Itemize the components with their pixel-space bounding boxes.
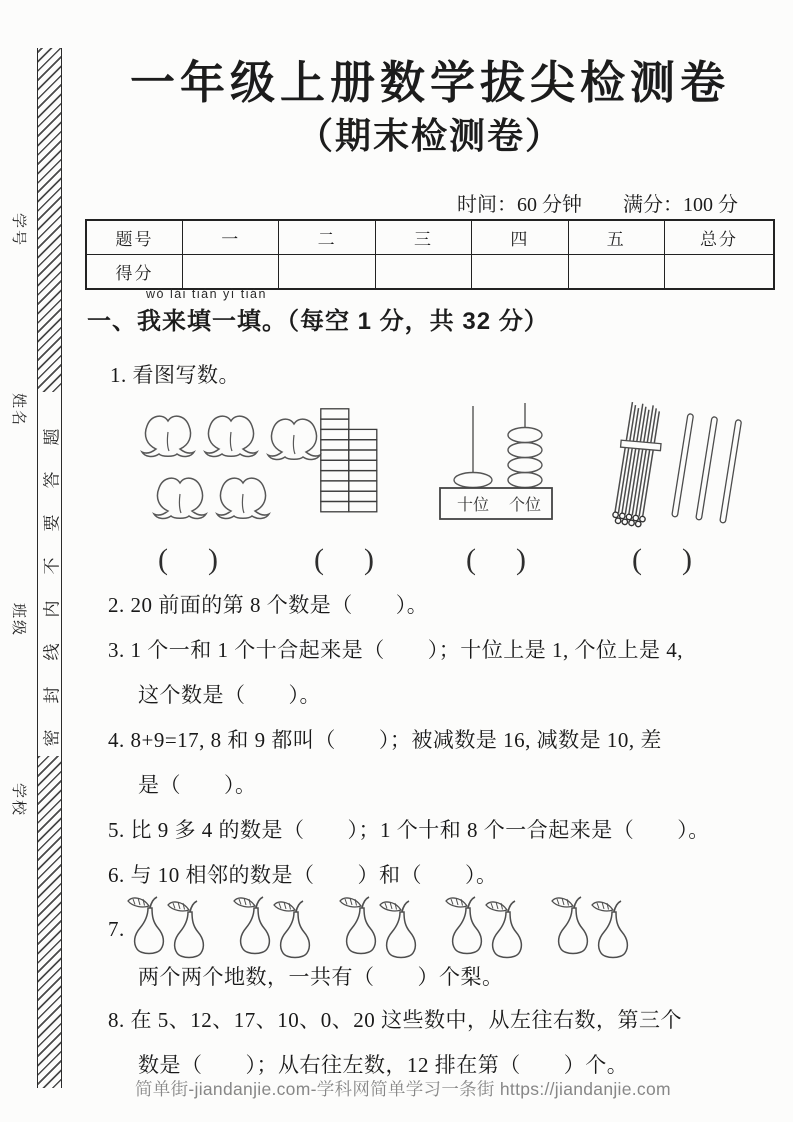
question-7-number: 7.	[108, 917, 125, 941]
pear-icon	[486, 901, 521, 958]
score-table-header-cell: 题号	[86, 220, 183, 255]
peaches-picture	[138, 412, 328, 534]
q1-answer-blank-3: ( )	[466, 543, 531, 576]
margin-field-label: 姓名	[10, 393, 27, 428]
block-cell	[349, 450, 377, 460]
peach-icon	[205, 416, 257, 456]
block-cell	[349, 502, 377, 512]
pears-picture	[128, 890, 673, 962]
block-cell	[321, 440, 349, 450]
block-cell	[321, 419, 349, 429]
stick-bundle-icon	[608, 401, 667, 528]
block-cell	[349, 429, 377, 439]
question-1-text: 1. 看图写数。	[110, 363, 240, 387]
page-title: 一年级上册数学拔尖检测卷	[129, 58, 730, 108]
question-3-line2: 这个数是（ ）。	[138, 683, 321, 707]
seal-line-text: 密封线内不要答题	[42, 402, 61, 746]
question-6-text: 6. 与 10 相邻的数是（ ）和（ ）。	[108, 863, 498, 887]
q1-answer-blank-1: ( )	[158, 543, 223, 576]
block-cell	[349, 481, 377, 491]
pear-icon	[234, 897, 269, 954]
pear-icon	[380, 901, 415, 958]
peach-icon	[217, 478, 269, 518]
block-cell	[321, 460, 349, 470]
page-subtitle: （期末检测卷）	[296, 116, 563, 156]
score-cell-empty	[375, 255, 471, 290]
block-cell	[349, 491, 377, 501]
block-cell	[349, 471, 377, 481]
tens-place-label: 十位	[456, 497, 490, 514]
score-cell-empty	[183, 255, 279, 290]
loose-stick-icon	[720, 420, 742, 524]
seal-strip	[37, 48, 62, 1088]
ones-bead	[508, 473, 542, 488]
ones-place-label: 个位	[508, 497, 542, 514]
score-table	[85, 219, 775, 290]
score-cell-empty	[665, 255, 775, 290]
score-table-header-cell: 二	[279, 220, 375, 255]
peach-icon	[142, 416, 194, 456]
sticks-picture	[590, 398, 755, 548]
pear-icon	[552, 897, 587, 954]
score-table-header-cell: 四	[472, 220, 568, 255]
tens-bead	[454, 473, 492, 488]
question-5-text: 5. 比 9 多 4 的数是（ ）；1 个十和 8 个一合起来是（ ）。	[108, 818, 710, 842]
question-2-text: 2. 20 前面的第 8 个数是（ ）。	[108, 593, 429, 617]
question-4-line2: 是（ ）。	[138, 773, 257, 797]
q1-answer-blank-2: ( )	[314, 543, 379, 576]
block-cell	[321, 481, 349, 491]
block-cell	[321, 450, 349, 460]
block-cell	[321, 471, 349, 481]
block-cell	[321, 502, 349, 512]
question-4-line1: 4. 8+9=17, 8 和 9 都叫（ ）；被减数是 16, 减数是 10, 差	[108, 728, 662, 752]
loose-stick-icon	[672, 414, 694, 518]
abacus-picture	[437, 398, 555, 522]
blocks-picture	[320, 408, 380, 514]
block-cell	[321, 409, 349, 419]
watermark: 简单街-jiandanjie.com-学科网简单学习一条街 https://jiandanjie.com	[135, 1079, 671, 1099]
hatch-pattern-top	[38, 48, 61, 392]
score-table-header-cell: 五	[568, 220, 664, 255]
pear-icon	[446, 897, 481, 954]
score-row-label: 得分	[86, 255, 183, 290]
exam-meta	[457, 188, 738, 217]
score-table-header-cell: 三	[375, 220, 471, 255]
margin-field-label: 学校	[10, 783, 27, 818]
hatch-pattern-bottom	[38, 756, 61, 1088]
margin-field-label: 学号	[10, 213, 27, 248]
score-cell-empty	[568, 255, 664, 290]
pear-icon	[340, 897, 375, 954]
section1-heading: 一、我来填一填。（每空 1 分，共 32 分）	[87, 308, 549, 335]
score-cell-empty	[472, 255, 568, 290]
question-7-text: 两个两个地数，一共有（ ）个梨。	[138, 965, 504, 989]
block-cell	[349, 460, 377, 470]
pear-icon	[168, 901, 203, 958]
score-cell-empty	[279, 255, 375, 290]
peach-icon	[154, 478, 206, 518]
score-table-header-cell: 一	[183, 220, 279, 255]
question-8-line2: 数是（ ）；从右往左数，12 排在第（ ）个。	[138, 1053, 629, 1077]
block-cell	[321, 491, 349, 501]
pear-icon	[592, 901, 627, 958]
full-score-label: 满分：100 分	[623, 194, 738, 216]
question-3-line1: 3. 1 个一和 1 个十合起来是（ ）；十位上是 1, 个位上是 4,	[108, 638, 683, 662]
block-cell	[349, 440, 377, 450]
pear-icon	[128, 897, 163, 954]
peach-icon	[268, 419, 320, 459]
block-cell	[321, 429, 349, 439]
ones-bead	[508, 428, 542, 443]
pear-icon	[274, 901, 309, 958]
ones-bead	[508, 443, 542, 458]
score-table-header-cell: 总分	[665, 220, 775, 255]
time-label: 时间：60 分钟	[457, 194, 582, 216]
ones-bead	[508, 458, 542, 473]
q1-answer-blank-4: ( )	[632, 543, 697, 576]
question-8-line1: 8. 在 5、12、17、10、0、20 这些数中，从左往右数，第三个	[108, 1008, 682, 1032]
section-pinyin: wǒ lái tián yì tián	[146, 287, 267, 301]
seal-text-wrap	[38, 392, 61, 756]
margin-field-label: 班级	[10, 603, 27, 638]
loose-stick-icon	[696, 417, 718, 521]
